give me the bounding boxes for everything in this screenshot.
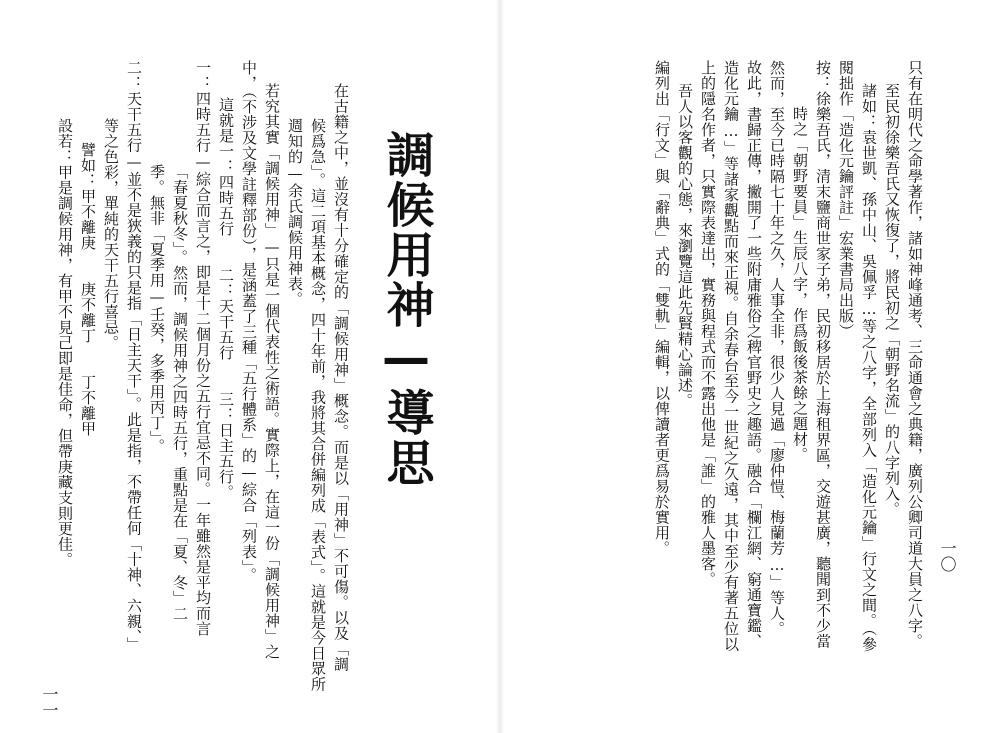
text-column: 吾人以客觀的心態，來瀏覽這此先賢精心論述。 bbox=[676, 83, 694, 409]
text-column: 季。無非「夏季用—壬癸，多季用丙丁」。 bbox=[148, 164, 166, 454]
right-page bbox=[500, 0, 1000, 733]
text-column: 譬如：甲不離庚 庚不離丁 丁不離甲 bbox=[79, 142, 97, 437]
text-column: 在古籍之中，並沒有十分確定的「調候用神」概念。而是以「用神」不可傷。以及「調 bbox=[332, 83, 350, 672]
text-column: 二：天干五行—並不是狹義的只是指「日主天干」。此是指，不帶任何「十神、六親、」 bbox=[125, 60, 143, 653]
text-column: 若究其實「調候用神」—只是一個代表性之術語。實際上，在這一份「調候用神」之 bbox=[263, 83, 281, 660]
text-column: 候爲急」。這二項基本概念，四十年前，我將其合併編列成「表式」。這就是今日眾所 bbox=[309, 118, 327, 692]
text-column: 設若：甲是調候用神，有甲不見己即是佳命，但帶庚藏支則更佳。 bbox=[56, 118, 74, 568]
text-column: 週知的—余氏調候用神表。 bbox=[286, 118, 304, 307]
text-column: 上的隱名作者，只實際表達出，實務與程式而不露出他是「誰」的雅人墨客。 bbox=[699, 60, 717, 587]
text-column: 然而，至今已時隔七十年之久，人事全非，很少人見過「廖仲愷、梅蘭芳…」等人。 bbox=[768, 60, 786, 637]
text-column: 「春夏秋冬」。然而，調候用神之四時五行，重點是在「夏、冬」二 bbox=[171, 164, 189, 622]
text-column: 等之色彩，單純的天干五行喜忌。 bbox=[102, 118, 120, 351]
text-column: 時之「朝野要員」生辰八字，作爲飯後茶餘之題材。 bbox=[791, 106, 809, 463]
text-column: 編列出「行文」與「辭典」式的「雙軌」編輯，以俾讀者更爲易於實用。 bbox=[653, 60, 671, 556]
text-column: 按：徐樂吾氏，清末鹽商世家子弟，民初移居於上海租界區，交遊甚廣，聽聞到不少當 bbox=[814, 60, 832, 649]
text-column: 諸如：袁世凱、孫中山、吳佩孚…等之八字，全部列入「造化元鑰」行文之間。（參 bbox=[860, 83, 878, 652]
text-column: 只有在明代之命學著作，諸如神峰通考、三命通會之典籍，廣列公卿司道大員之八字。 bbox=[906, 60, 924, 649]
text-column: 故此，書歸正傳，撇開了一些附庸雅俗之稗官野史之趣語。融合「欄江網、窮通寶鑑、 bbox=[745, 60, 763, 649]
page-number: 一一 bbox=[40, 686, 59, 718]
page-number: 一〇 bbox=[938, 540, 957, 572]
text-column: 這就是一：四時五行 二：天干五行 三：日主五行。 bbox=[217, 97, 235, 500]
text-column: 中，（不涉及文學註釋部份），是涵蓋了三種「五行體系」的—綜合「列表」。 bbox=[240, 60, 258, 583]
text-column: 一：四時五行—綜合而言之，即是十二個月份之五行宜忌不同。一年雖然是平均而言 bbox=[194, 60, 212, 637]
text-column: 至民初徐樂吾氏又恢復了，將民初之「朝野名流」的八字列入。 bbox=[883, 83, 901, 517]
text-column: 造化元鑰…」等諸家觀點而來正視。自余春台至今一世紀之久遠，其中至少有著五位以 bbox=[722, 60, 740, 652]
page-title: 調候用神—導思 bbox=[378, 130, 434, 488]
text-column: 閱拙作「造化元鑰評註」宏業書局出版） bbox=[837, 60, 855, 339]
